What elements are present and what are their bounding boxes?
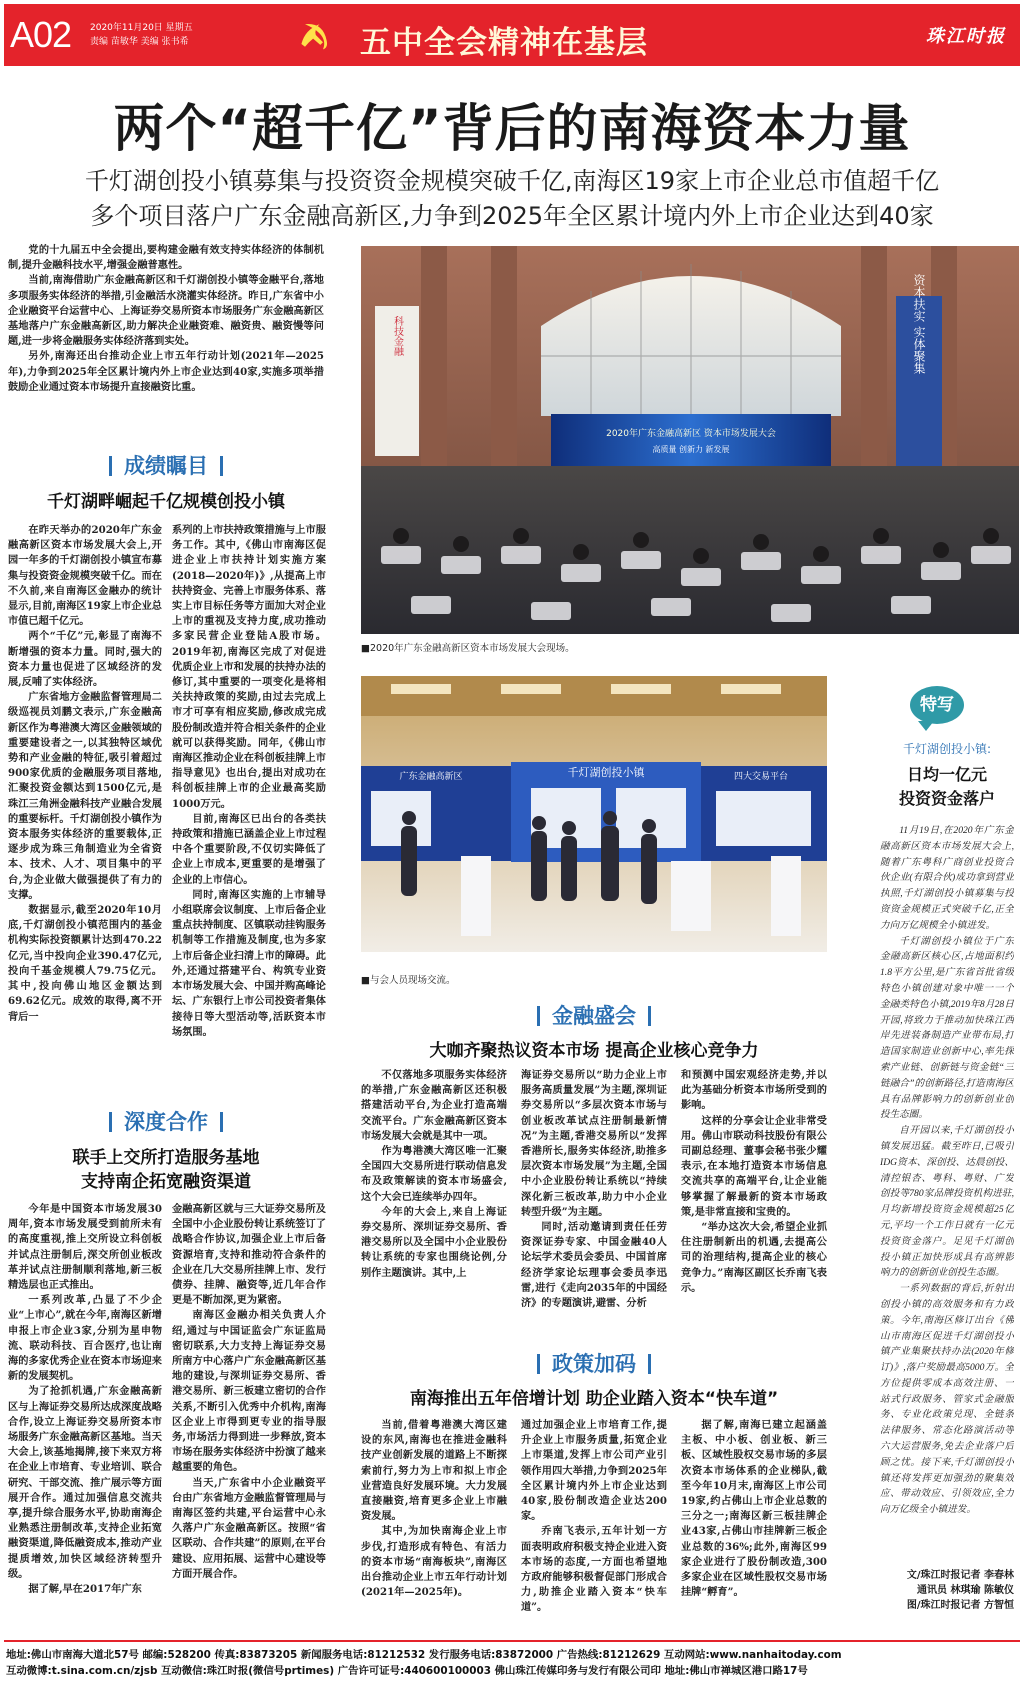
sec4-column-c <box>681 1418 827 1622</box>
section-title-achievements: 千灯湖畔崛起千亿规模创投小镇 <box>47 492 285 512</box>
paragraph: 当天,广东省中小企业融资平台由广东省地方金融监督管理局与南海区签约共建,平台运营中心永久落户广东金融高新区。按照“省区联动、合作共建”的原则,在平台建设、应用拓展、运营中心建设等方面开展合作。 <box>172 1476 326 1580</box>
subheadline-2: 多个项目落户广东金融高新区,力争到2025年全区累计境内外上市企业达到40家 <box>90 202 934 230</box>
paragraph: 当前,借着粤港澳大湾区建设的东风,南海也在推进金融科技产业创新发展的道路上不断探索前行,努力为上市和拟上市企业营造良好发展环境。大力发展直接融资,培育更多企业上市融资发展。 <box>361 1419 507 1523</box>
section-title-cooperation-2: 支持南企拓宽融资渠道 <box>81 1172 251 1192</box>
exhibition-photo <box>361 676 827 952</box>
section-tag-achievements: 成绩瞩目 <box>8 450 324 480</box>
feature-badge: 特写 <box>910 686 964 724</box>
byline-photographer: 图/珠江时报记者 方智恒 <box>906 1600 1014 1611</box>
board-label: 千灯湖创投小镇 <box>567 766 645 779</box>
byline-reporter: 文/珠江时报记者 李春林 <box>906 1570 1014 1581</box>
paragraph: 这样的分享会让企业非常受用。佛山市联动科技股份有限公司副总经理、董事会秘书张少耀表示,在本地打造资本市场信息交流共享的高端平台,让企业能够掌握了解最新的资本市场政策,是非常直接和宝贵的。 <box>681 1114 827 1218</box>
paragraph: 一系列数据的背后,折射出创投小镇的高效服务和有力政策。今年,南海区修订出台《佛山市南海区促进千灯湖创投小镇产业集聚扶持办法(2020年修订)》,落户奖励最高5000万。全方位提供零成本高效注册、一站式行政服务、管家式金融服务、专业化政策兑现、全链条法律服务、常态化路演活动等六大运营服务,免去企业落户后顾之忧。接下来,千灯湖创投小镇还将发挥更加强劲的聚集效应、带动效应、引领效应,全力向万亿级全小镇进发。 <box>880 1283 1014 1516</box>
lead-paragraph: 另外,南海还出台推动企业上市五年行动计划(2021年—2025年),力争到2025年全区累计境内外上市企业达到40家,实施多项举措鼓励企业通过资本市场提升直接融资比重。 <box>8 350 324 393</box>
paragraph: 系列的上市扶持政策措施与上市服务工作。其中,《佛山市南海区促进企业上市扶持计划实施方案(2018—2020年)》,从提高上市扶持资金、完善上市服务体系、落实上市目标任务等方面加大对企业上市的重视及支持力度,成功推动多家民营企业登陆A股市场。2019年初,南海区完成了对促进优质企业上市和发展的扶持办法的修订,其中重要的一项变化是将相关扶持政策的奖励,由过去完成上市才可享有相应奖励,修改成完成股份制改造并符合相关条件的企业就可以获得奖励。同年,《佛山市南海区推动企业在科创板挂牌上市指导意见》也出台,提出对成功在科创板挂牌上市的企业最高奖励1000万元。 <box>172 524 326 810</box>
sec2-column-b <box>172 1202 326 1620</box>
board-label: 四大交易平台 <box>733 772 789 782</box>
footer-line-2: 互动微博:t.sina.com.cn/zjsb 互动微信:珠江时报(微信号prtimes) 广告许可证号:440600100003 佛山珠江传媒印务与发行有限公司印 地址:佛山市禅城区港口路17号 <box>6 1665 808 1677</box>
exhibition-photo-caption: ■与会人员现场交流。 <box>361 975 456 986</box>
paragraph: 乔南飞表示,五年计划一方面表明政府积极支持企业进入资本市场的态度,一方面也希望地方政府能够积极督促部门形成合力,助推企业踏入资本“快车道”。 <box>521 1525 667 1614</box>
byline-correspondent: 通讯员 林琪瑜 陈敏仪 <box>917 1585 1014 1596</box>
sidebar-article <box>880 823 1014 1553</box>
paragraph: 南海区金融办相关负责人介绍,通过与中国证监会广东证监局密切联系,大力支持上海证券交易所南方中心落户广东金融高新区基地的建设,与深圳证券交易所、香港交易所、新三板建立密切的合作关系,不断引入优秀中介机构,南海区企业上市得到更专业的指导服务,市场活力得到进一步释放,资本市场在服务实体经济中扮演了越来越重要的角色。 <box>172 1309 326 1474</box>
sidebar-title-1: 日均一亿元 <box>906 765 987 784</box>
paragraph: 同时,南海区实施的上市辅导小组联席会议制度、上市后备企业重点扶持制度、区镇联动挂钩服务机制等工作措施及制度,也为多家上市后备企业扫清上市的障碍。此外,还通过搭建平台、构筑专业资本市场发展大会、中国并购高峰论坛、广东银行上市公司投资者集体接待日等大型活动等,活跃资本市场氛围。 <box>172 888 326 1038</box>
conference-photo-caption: ■2020年广东金融高新区资本市场发展大会现场。 <box>361 643 575 654</box>
stage-screen-title: 2020年广东金融高新区 资本市场发展大会 <box>606 429 776 439</box>
sec3-column-c <box>681 1068 827 1326</box>
issue-info <box>90 21 193 49</box>
paragraph: 自开园以来,千灯湖创投小镇发展迅猛。截至昨日,已吸引IDG资本、深创投、达晨创投、清控银杏、粤科、粤财、广发创投等780家品牌投资机构进驻,月均新增投资资金规模超25亿元,平均一个工作日就有一亿元投资资金落户。足见千灯湖创投小镇正加快形成具有高辨影响力的创新创业创投生态圈。 <box>880 1125 1014 1279</box>
sec2-column-a <box>8 1202 162 1620</box>
paragraph: 和预测中国宏观经济走势,并以此为基础分析资本市场所受到的影响。 <box>681 1069 827 1112</box>
paragraph: 11月19日,在2020年广东金融高新区资本市场发展大会上,随着广东粤科广商创业投资合伙企业(有限合伙)成功拿到营业执照,千灯湖创投小镇募集与投资资金规模正式突破千亿,正全力向万亿规模全小镇进发。 <box>880 825 1014 931</box>
newspaper-logo: 珠江时报 <box>926 26 1006 47</box>
section-title-conference: 大咖齐聚热议资本市场 提高企业核心竞争力 <box>429 1041 759 1061</box>
paragraph: 在昨天举办的2020年广东金融高新区资本市场发展大会上,开园一年多的千灯湖创投小镇宣布募集与投资资金规模突破千亿。而在不久前,来自南海区金融办的统计显示,目前,南海区19家上市企业总市值已超千亿元。 <box>8 524 162 628</box>
masthead-bar <box>4 4 1020 66</box>
section-title-policy: 南海推出五年倍增计划 助企业踏入资本“快车道” <box>409 1389 779 1409</box>
party-emblem-icon <box>296 17 332 53</box>
board-label: 广东金融高新区 <box>399 772 463 782</box>
column-topic: 五中全会精神在基层 <box>360 25 648 61</box>
sec3-column-a <box>361 1068 507 1326</box>
paragraph: 数据显示,截至2020年10月底,千灯湖创投小镇范围内的基金机构实际投资额累计达到470.22亿元,当中投向企业390.47亿元,投向千基金规模人79.75亿元。其中,投向佛山地区金额达到69.62亿元。成效的取得,离不开背后一 <box>8 904 162 1023</box>
paragraph: 为了抢抓机遇,广东金融高新区与上海证券交易所达成深度战略合作,设立上海证券交易所资本市场服务广东金融高新区基地。当天大会上,该基地揭牌,接下来双方将在企业上市培育、专业培训、联合研究、干部交流、推广展示等方面展开合作。通过加强信息交流共享,提升综合服务水平,协助南海企业熟悉注册制改革,支持企业拓宽融资渠道,降低融资成本,推动产业提质增效,加快区域经济转型升级。 <box>8 1385 162 1580</box>
banner-text-right: 资本扶实 实体聚集 <box>912 274 926 374</box>
paragraph: 作为粤港澳大湾区唯一汇聚全国四大交易所进行联动信息发布及政策解读的资本市场盛会,这个大会已连续举办四年。 <box>361 1145 507 1203</box>
subheadline-1: 千灯湖创投小镇募集与投资资金规模突破千亿,南海区19家上市企业总市值超千亿 <box>84 167 940 195</box>
conference-hall-image <box>361 246 1019 634</box>
paragraph: 据了解,早在2017年广东 <box>28 1583 142 1596</box>
lead-paragraphs <box>8 243 324 418</box>
paragraph: 其中,为加快南海企业上市步伐,打造形成有特色、有活力的资本市场“南海板块”,南海区出台推动企业上市五年行动计划(2021年—2025年)。 <box>361 1525 507 1599</box>
paragraph: 今年是中国资本市场发展30周年,资本市场发展受到前所未有的高度重视,推上交所设立科创板并试点注册制后,深交所创业板改革并试点注册制顺利落地,新三板精选层也正式推出。 <box>8 1203 162 1292</box>
sec4-column-a <box>361 1418 507 1622</box>
paragraph: 同时,活动邀请到责任任劳资深证券专家、中国金融40人论坛学术委员会委员、中国首席经济学家论坛理事会委员李迅雷,进行《走向2035年的中国经济》的专题演讲,避雷、分析 <box>521 1221 667 1310</box>
paragraph: 海证券交易所以“助力企业上市服务高质量发展”为主题,深圳证券交易所以“多层次资本市场与创业板改革试点注册制最新情况”为主题,香港交易所以“发挥香港所长,服务实体经济,助推多层次资本市场发展”为主题,全国中小企业股份转让系统以“持续深化新三板改革,助力中小企业转型升级”为主题。 <box>521 1069 667 1218</box>
sidebar-kicker: 千灯湖创投小镇: <box>902 742 992 756</box>
lead-paragraph: 党的十九届五中全会提出,要构建金融有效支持实体经济的体制机制,提升金融科技水平,增强金融普惠性。 <box>8 244 324 272</box>
sec1-column-b <box>172 523 326 1076</box>
paragraph: 不仅落地多项服务实体经济的举措,广东金融高新区还积极搭建活动平台,为企业打造高端交流平台。广东金融高新区资本市场发展大会就是其中一项。 <box>361 1069 507 1142</box>
paragraph: 金融高新区就与三大证券交易所及全国中小企业股份转让系统签订了战略合作协议,加强企业上市后备资源培育,支持和推动符合条件的企业在几大交易所挂牌上市、发行债券、挂牌、融资等,近几年合作更是不断加深,更为紧密。 <box>172 1203 326 1307</box>
page-number: A02 <box>10 14 72 55</box>
stage-screen-slogan: 高质量 创新力 新发展 <box>652 445 730 454</box>
paragraph: 千灯湖创投小镇位于广东金融高新区核心区,占地面积约1.8平方公里,是广东省首批省级特色小镇创建对象中唯一一个金融类特色小镇,2019年8月28日开园,将致力于推动加快珠江西岸先进装备制造产业带布局,打造国家制造业创新中心,率先探索产业链、创新链与资金链“三链融合”的创新路径,打造南海区具有品牌影响力的创新创业创投生态圈。 <box>880 935 1014 1121</box>
footer-divider <box>4 1640 1020 1642</box>
main-headline: 两个“超千亿”背后的南海资本力量 <box>113 100 911 159</box>
paragraph: 两个“千亿”元,彰显了南海不断增强的资本力量。同时,强大的资本力量也促进了区域经济的发展,反哺了实体经济。 <box>8 630 162 689</box>
editors-credit: 责编 苗敏华 美编 张书希 <box>90 37 189 47</box>
sec4-column-b <box>521 1418 667 1622</box>
paragraph: 目前,南海区已出台的各类扶持政策和措施已涵盖企业上市过程中各个重要阶段,不仅切实降低了企业上市成本,更重要的是增强了企业的上市信心。 <box>172 812 326 886</box>
sec1-column-a <box>8 523 162 1076</box>
section-title-cooperation-1: 联手上交所打造服务基地 <box>72 1148 260 1168</box>
lead-paragraph: 当前,南海借助广东金融高新区和千灯湖创投小镇等金融平台,落地多项服务实体经济的举措,引金融活水浇灌实体经济。昨日,广东省中小企业融资平台运营中心、上海证券交易所资本市场服务广东金融高新区基地落户广东金融高新区,助力解决企业融资难、融资贵、融资慢等问题,进一步将金融服务实体经济落到实处。 <box>8 274 324 348</box>
conference-photo <box>361 246 1019 634</box>
paragraph: 一系列改革,凸显了不少企业“上市心”,就在今年,南海区新增申报上市企业3家,分别为星申物流、联动科技、百合医疗,也让南海的多家优秀企业在资本市场迎来新的发展契机。 <box>8 1294 162 1383</box>
section-tag-policy: 政策加码 <box>361 1348 827 1378</box>
sec3-column-b <box>521 1068 667 1326</box>
banner-text-left: 科技金融 <box>391 316 403 356</box>
paragraph: 今年的大会上,来自上海证券交易所、深圳证券交易所、香港交易所以及全国中小企业股份转让系统的专家也围绕论例,分别作主题演讲。其中,上 <box>361 1205 507 1279</box>
paragraph: 通过加强企业上市培育工作,提升企业上市服务质量,拓宽企业上市渠道,发挥上市公司产业引领作用四大举措,力争到2025年全区累计境内外上市企业达到40家,股份制改造企业达200家。 <box>521 1419 667 1523</box>
footer-line-1: 地址:佛山市南海大道北57号 邮编:528200 传真:83873205 新闻服务电话:81212532 发行服务电话:83872000 广告热线:81212629 互动网站:www.nanhaitoday.com <box>6 1649 842 1661</box>
sidebar-title-2: 投资资金落户 <box>898 789 995 808</box>
sidebar-byline <box>880 1568 1014 1613</box>
exhibition-hall-image <box>361 676 827 952</box>
issue-date: 2020年11月20日 星期五 <box>90 23 193 33</box>
paragraph: “举办这次大会,希望企业抓住注册制新出的机遇,去提高公司的治理结构,提高企业的核心竞争力。”南海区副区长乔南飞表示。 <box>681 1221 827 1294</box>
paragraph: 据了解,南海已建立起涵盖主板、中小板、创业板、新三板、区域性股权交易市场的多层次资本市场体系的企业梯队,截至今年10月末,南海区上市公司19家,约占佛山上市企业总数的三分之一;南海区新三板挂牌企业43家,占佛山市挂牌新三板企业总数的36%;此外,南海区99家企业进行了股份制改造,300多家企业在区域性股权交易市场挂牌“孵育”。 <box>681 1419 827 1599</box>
section-tag-conference: 金融盛会 <box>361 1000 827 1030</box>
paragraph: 广东省地方金融监督管理局二级巡视员刘鹏文表示,广东金融高新区作为粤港澳大湾区金融领域的重要建设者之一,以其独特区域优势和产业金融的特征,吸引着超过900家优质的金融服务项目落地,汇聚投资金额达到1500亿元,是珠江三角洲金融科技产业融合发展的重要标杆。千灯湖创投小镇作为资本服务实体经济的重要载体,正逐步成为珠三角制造业为全省资本、技术、人才、项目集中的平台,为企业做大做强提供了有力的支撑。 <box>8 691 162 901</box>
section-tag-cooperation: 深度合作 <box>8 1106 324 1136</box>
